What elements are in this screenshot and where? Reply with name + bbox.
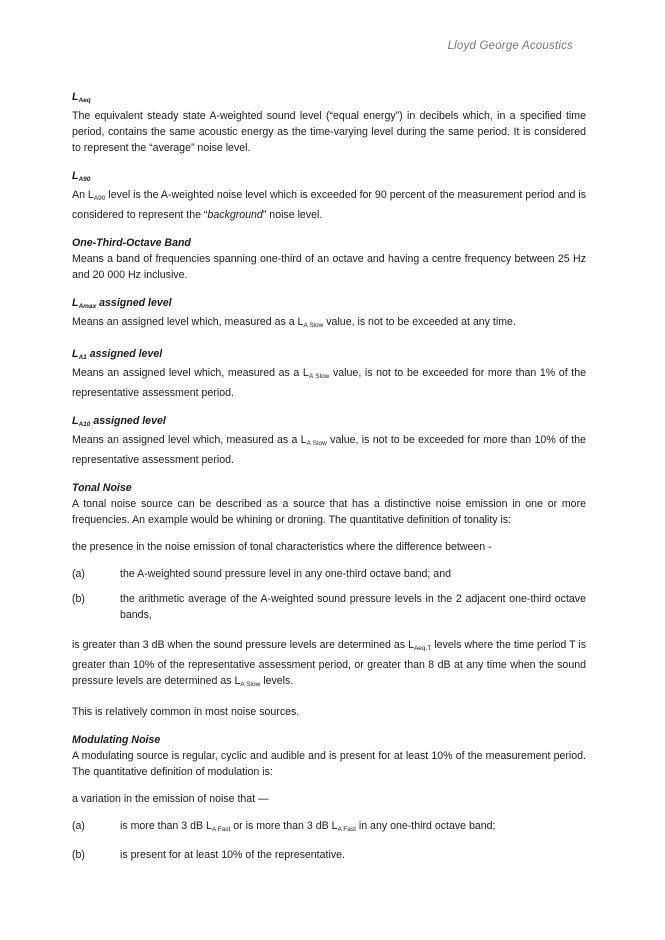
la10-term: $L_{A10}$ assigned level (72, 415, 166, 428)
la90-section (72, 169, 586, 223)
tonal-item-a-text: the A-weighted sound pressure level in any one-third octave band; and (120, 568, 451, 580)
octave-section (72, 236, 586, 283)
la10-definition: Means an assigned level which, measured as a $L_{A Slow}$ value, is not to be exceeded for more than 10% of the representative assessment period. (72, 434, 586, 466)
tonal-section (72, 481, 586, 720)
tonal-condition: is greater than 3 dB when the sound pressure levels are determined as $L_{Aeq,T}$ levels where the time period T is greater than 10% of the representative assessment period, or greater than 8 dB at any time when the sound pressure levels are determined as $L_{A Slow}$ levels. (72, 639, 586, 688)
modulating-section (72, 733, 586, 863)
tonal-common-note: This is relatively common in most noise sources. (72, 706, 300, 718)
la10-section (72, 414, 586, 468)
modulating-item-a-text: is more than 3 dB $L_{A Fast}$ or is more than 3 dB $L_{A Fast}$ in any one-third octave band; (120, 820, 496, 833)
modulating-item-b-text: is present for at least 10% of the representative. (120, 849, 345, 861)
tonal-item-a (72, 566, 586, 582)
modulating-item-a-label: (a) (72, 820, 85, 832)
tonal-definition: A tonal noise source can be described as a source that has a distinctive noise emission in one or more frequencies. An example would be whining or droning. The quantitative definition of tonality is: (72, 498, 586, 526)
tonal-lead: the presence in the noise emission of tonal characteristics where the difference between - (72, 541, 492, 553)
modulating-item-b-label: (b) (72, 849, 85, 861)
laeq-definition: The equivalent steady state A-weighted sound level (“equal energy”) in decibels which, in a specified time period, contains the same acoustic energy as the time-varying level during the same period. It is considered to represent the “average” noise level. (72, 110, 586, 154)
company-header: Lloyd George Acoustics (447, 40, 573, 52)
lamax-section (72, 296, 586, 334)
tonal-item-b-text: the arithmetic average of the A-weighted sound pressure levels in the 2 adjacent one-third octave bands, (120, 593, 586, 621)
la1-term: $L_{A1}$ assigned level (72, 348, 163, 361)
tonal-item-a-label: (a) (72, 568, 85, 580)
la90-definition: An $L_{A90}$ level is the A-weighted noise level which is exceeded for 90 percent of the measurement period and is considered to represent the “background” noise level. (72, 189, 587, 221)
la1-section (72, 347, 586, 401)
modulating-lead: a variation in the emission of noise that — (72, 793, 269, 805)
definitions-body (72, 90, 586, 876)
tonal-term: Tonal Noise (72, 482, 132, 494)
laeq-section (72, 90, 586, 156)
la90-term: $L_{A90}$ (72, 170, 91, 183)
tonal-item-b (72, 591, 586, 623)
modulating-item-b (72, 847, 586, 863)
la1-definition: Means an assigned level which, measured as a $L_{A Slow}$ value, is not to be exceeded for more than 1% of the representative assessment period. (72, 367, 586, 399)
lamax-definition: Means an assigned level which, measured as a $L_{A Slow}$ value, is not to be exceeded at any time. (72, 316, 516, 329)
octave-definition: Means a band of frequencies spanning one-third of an octave and having a centre frequency between 25 Hz and 20 000 Hz inclusive. (72, 253, 586, 281)
modulating-definition: A modulating source is regular, cyclic and audible and is present for at least 10% of the measurement period. The quantitative definition of modulation is: (72, 750, 586, 778)
lamax-term: $L_{Amax}$ assigned level (72, 297, 172, 310)
laeq-term: $L_{Aeq}$ (72, 91, 91, 104)
octave-term: One-Third-Octave Band (72, 237, 191, 249)
modulating-term: Modulating Noise (72, 734, 161, 746)
tonal-item-b-label: (b) (72, 593, 85, 605)
modulating-item-a (72, 818, 586, 838)
